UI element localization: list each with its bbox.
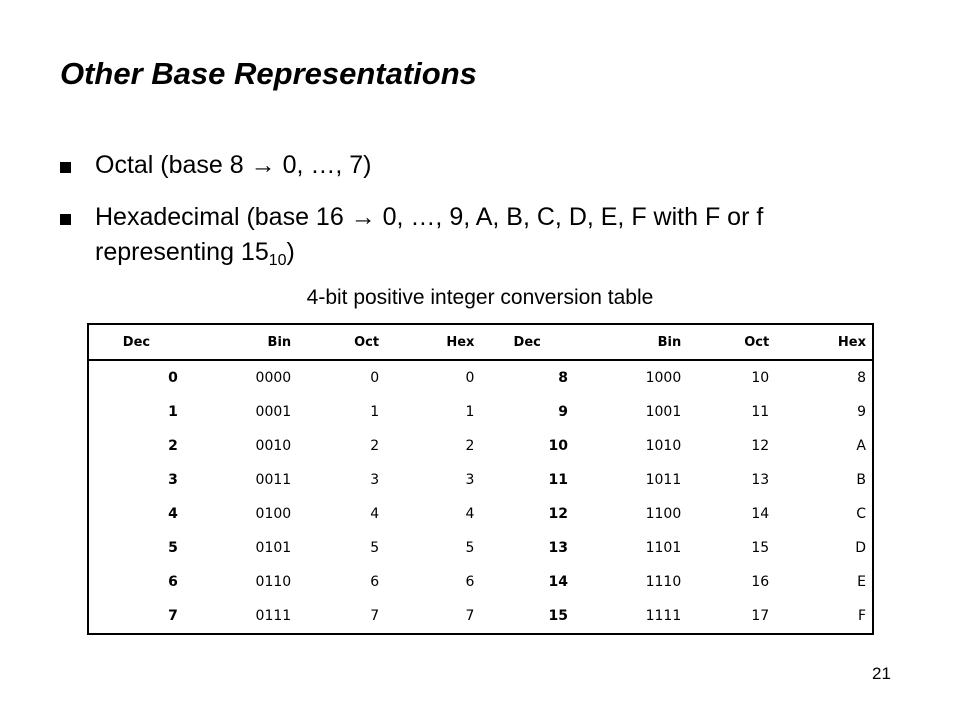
table-cell-bin: 0000 [255, 370, 292, 386]
table-row [88, 565, 873, 599]
table-cell-bin: 0011 [255, 472, 292, 488]
table-cell-bin: 1010 [645, 438, 682, 454]
table-row [88, 395, 873, 429]
table-cell-oct: 4 [370, 506, 380, 522]
table-cell-hex: 8 [857, 370, 866, 386]
table-row [88, 463, 873, 497]
table-row [88, 531, 873, 565]
table-cell-hex: D [855, 540, 866, 556]
page-number: 21 [872, 664, 891, 683]
table-cell-bin: 1101 [645, 540, 682, 556]
table-row [88, 497, 873, 531]
bullet-octal-text: Octal (base 8 → 0, …, 7) [95, 151, 372, 179]
table-cell-bin: 1111 [645, 608, 682, 624]
table-cell-bin: 0110 [255, 574, 292, 590]
table-cell-hex: 3 [465, 472, 475, 488]
square-bullet-icon [60, 162, 71, 173]
table-cell-hex: 7 [465, 608, 475, 624]
table-cell-oct: 5 [370, 540, 380, 556]
table-cell-hex: 1 [465, 404, 475, 420]
table-cell-dec: 6 [168, 574, 178, 590]
table-cell-bin: 0001 [255, 404, 292, 420]
table-cell-dec: 12 [548, 506, 568, 522]
bullet-octal [60, 148, 372, 183]
bullet-hexadecimal-subscript: 10 [268, 252, 287, 269]
table-cell-hex: F [857, 608, 866, 624]
table-cell-dec: 10 [548, 438, 568, 454]
column-header-hex: Hex [385, 324, 480, 360]
table-cell-hex: E [857, 574, 866, 590]
table-cell-dec: 1 [168, 404, 178, 420]
table-cell-bin: 1100 [645, 506, 682, 522]
table-cell-bin: 1001 [645, 404, 682, 420]
table-row [88, 429, 873, 463]
table-cell-hex: 4 [465, 506, 475, 522]
table-cell-dec: 5 [168, 540, 178, 556]
table-cell-dec: 11 [548, 472, 568, 488]
table-cell-bin: 0111 [255, 608, 292, 624]
table-cell-dec: 15 [548, 608, 568, 624]
column-header-oct: Oct [687, 324, 775, 360]
bullet-hexadecimal [60, 200, 890, 278]
table-row [88, 360, 873, 395]
table-cell-hex: B [856, 472, 866, 488]
table-cell-dec: 9 [558, 404, 568, 420]
table-cell-oct: 13 [751, 472, 770, 488]
table-cell-oct: 6 [370, 574, 380, 590]
column-header-bin: Bin [184, 324, 297, 360]
bullet-hexadecimal-main: Hexadecimal (base 16 → 0, …, 9, A, B, C, D, E, F with F or f representing 15 [95, 203, 764, 266]
table-header-row [88, 324, 873, 360]
table-cell-oct: 2 [370, 438, 380, 454]
table-cell-dec: 13 [548, 540, 568, 556]
table-cell-oct: 11 [751, 404, 770, 420]
column-header-oct: Oct [297, 324, 385, 360]
table-cell-oct: 7 [370, 608, 380, 624]
table-cell-bin: 1110 [645, 574, 682, 590]
column-header-dec: Dec [480, 324, 574, 360]
table-cell-bin: 0100 [255, 506, 292, 522]
table-cell-hex: C [856, 506, 866, 522]
table-cell-dec: 14 [548, 574, 568, 590]
table-cell-oct: 12 [751, 438, 770, 454]
column-header-dec: Dec [88, 324, 184, 360]
table-cell-bin: 1011 [645, 472, 682, 488]
table-cell-oct: 14 [751, 506, 770, 522]
table-caption-text: 4-bit positive integer conversion table [306, 286, 654, 309]
column-header-hex: Hex [775, 324, 873, 360]
table-row [88, 599, 873, 634]
slide-title: Other Base Representations [60, 56, 477, 91]
table-cell-hex: 6 [465, 574, 475, 590]
table-caption [0, 286, 960, 310]
table-cell-dec: 4 [168, 506, 178, 522]
table-cell-oct: 3 [370, 472, 380, 488]
table-body [88, 360, 873, 634]
table-cell-oct: 16 [751, 574, 770, 590]
table-cell-bin: 0010 [255, 438, 292, 454]
square-bullet-icon [60, 214, 71, 225]
table-cell-hex: 2 [465, 438, 475, 454]
table-cell-bin: 0101 [255, 540, 292, 556]
bullet-hexadecimal-close: ) [286, 238, 295, 266]
table-cell-oct: 15 [751, 540, 770, 556]
table-cell-dec: 2 [168, 438, 178, 454]
table-cell-hex: 0 [465, 370, 475, 386]
table-cell-bin: 1000 [645, 370, 682, 386]
bullet-hexadecimal-text [95, 200, 890, 278]
table-cell-dec: 8 [558, 370, 568, 386]
table-cell-oct: 17 [751, 608, 770, 624]
table-cell-oct: 0 [370, 370, 380, 386]
table-cell-oct: 10 [751, 370, 770, 386]
table-cell-dec: 0 [168, 370, 178, 386]
table-cell-hex: 5 [465, 540, 475, 556]
table-cell-hex: A [856, 438, 866, 454]
table-cell-dec: 3 [168, 472, 178, 488]
conversion-table [87, 323, 874, 635]
table-cell-oct: 1 [370, 404, 380, 420]
column-header-bin: Bin [574, 324, 687, 360]
table-cell-dec: 7 [168, 608, 178, 624]
table-cell-hex: 9 [857, 404, 866, 420]
